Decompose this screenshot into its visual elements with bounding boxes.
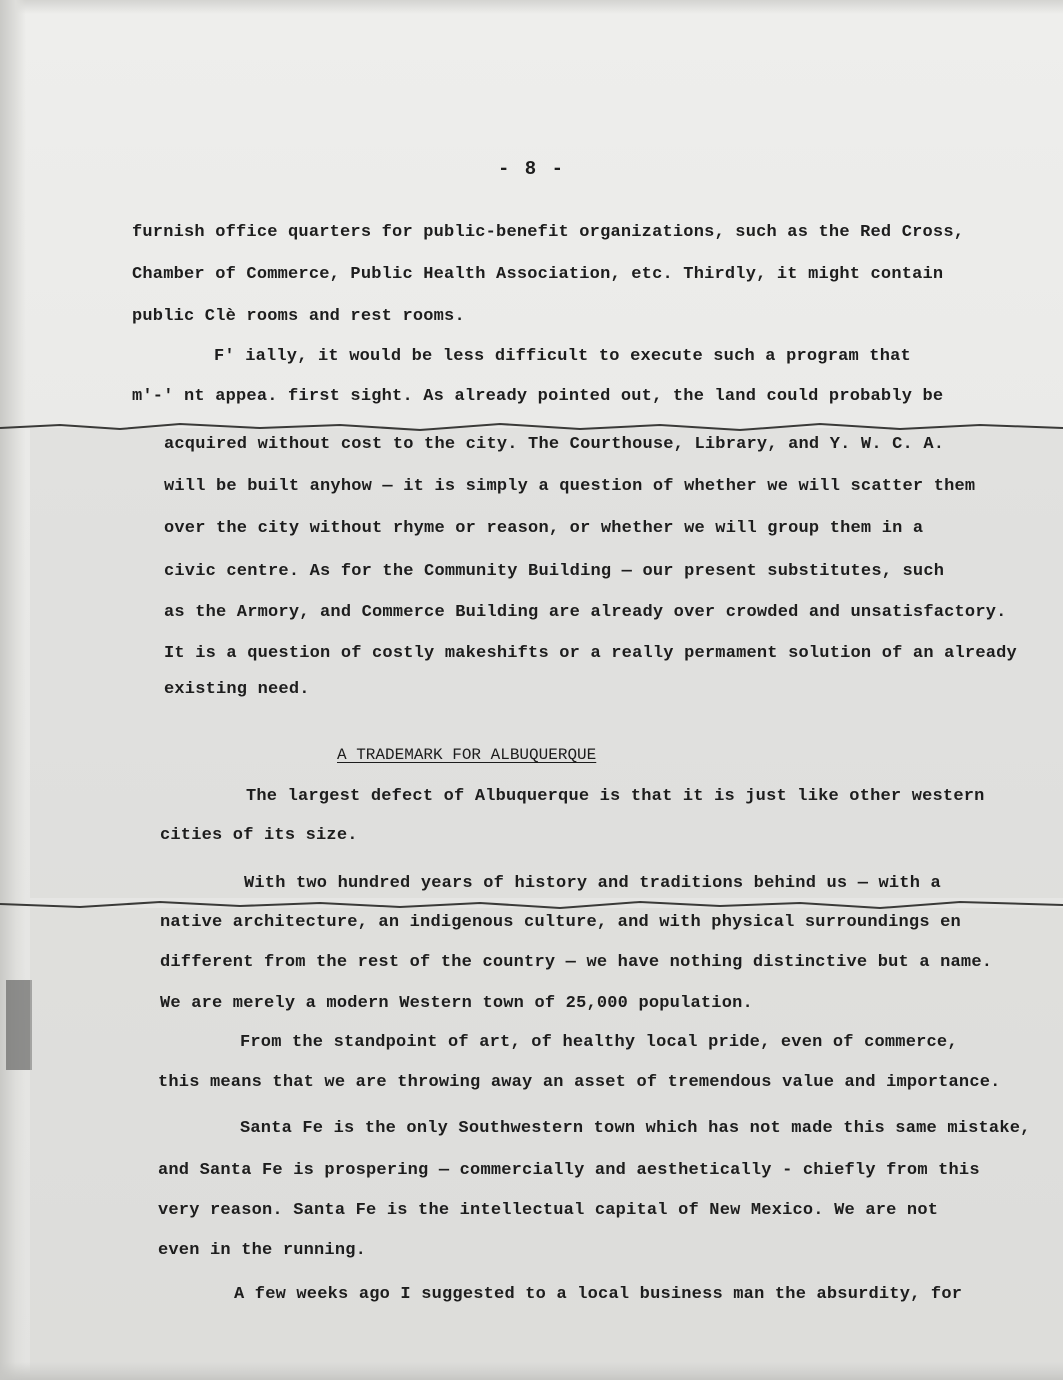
text-line: over the city without rhyme or reason, or whether we will group them in a bbox=[164, 519, 924, 538]
text-line: m'-' nt appea. first sight. As already pointed out, the land could probably be bbox=[132, 387, 944, 406]
text-line: We are merely a modern Western town of 25,000 population. bbox=[160, 994, 753, 1013]
text-line: furnish office quarters for public-benefit organizations, such as the Red Cross, bbox=[132, 223, 965, 242]
scan-shadow-patch bbox=[6, 980, 32, 1070]
page-top-edge bbox=[0, 0, 1063, 14]
text-line: A few weeks ago I suggested to a local business man the absurdity, for bbox=[234, 1285, 963, 1304]
text-line: different from the rest of the country — we have nothing distinctive but a name. bbox=[160, 953, 993, 972]
text-line: Chamber of Commerce, Public Health Association, etc. Thirdly, it might contain bbox=[132, 265, 944, 284]
text-line: even in the running. bbox=[158, 1241, 367, 1260]
page-left-edge bbox=[0, 0, 26, 1380]
section-heading: A TRADEMARK FOR ALBUQUERQUE bbox=[337, 746, 597, 764]
text-line: as the Armory, and Commerce Building are already over crowded and unsatisfactory. bbox=[164, 603, 1007, 622]
text-line: acquired without cost to the city. The Courthouse, Library, and Y. W. C. A. bbox=[164, 435, 945, 454]
text-line: very reason. Santa Fe is the intellectual capital of New Mexico. We are not bbox=[158, 1201, 939, 1220]
text-line: this means that we are throwing away an asset of tremendous value and importance. bbox=[158, 1073, 1001, 1092]
text-line: With two hundred years of history and traditions behind us — with a bbox=[244, 874, 941, 893]
paper-fold-tear-upper bbox=[0, 420, 1063, 434]
text-line: native architecture, an indigenous culture, and with physical surroundings en bbox=[160, 913, 961, 932]
text-line: public Clè rooms and rest rooms. bbox=[132, 307, 465, 326]
text-line: It is a question of costly makeshifts or a really permament solution of an already bbox=[164, 644, 1017, 663]
text-line: From the standpoint of art, of healthy local pride, even of commerce, bbox=[240, 1033, 958, 1052]
page-number: - 8 - bbox=[497, 158, 565, 180]
text-line: F' ially, it would be less difficult to execute such a program that bbox=[214, 347, 911, 366]
text-line: civic centre. As for the Community Building — our present substitutes, such bbox=[164, 562, 945, 581]
paper-fold-tear-lower bbox=[0, 898, 1063, 912]
text-line: Santa Fe is the only Southwestern town which has not made this same mistake, bbox=[240, 1119, 1031, 1138]
text-line: cities of its size. bbox=[160, 826, 358, 845]
text-line: will be built anyhow — it is simply a question of whether we will scatter them bbox=[164, 477, 976, 496]
text-line: and Santa Fe is prospering — commercially and aesthetically - chiefly from this bbox=[158, 1161, 980, 1180]
text-line: existing need. bbox=[164, 680, 310, 699]
text-line: The largest defect of Albuquerque is that it is just like other western bbox=[246, 787, 985, 806]
